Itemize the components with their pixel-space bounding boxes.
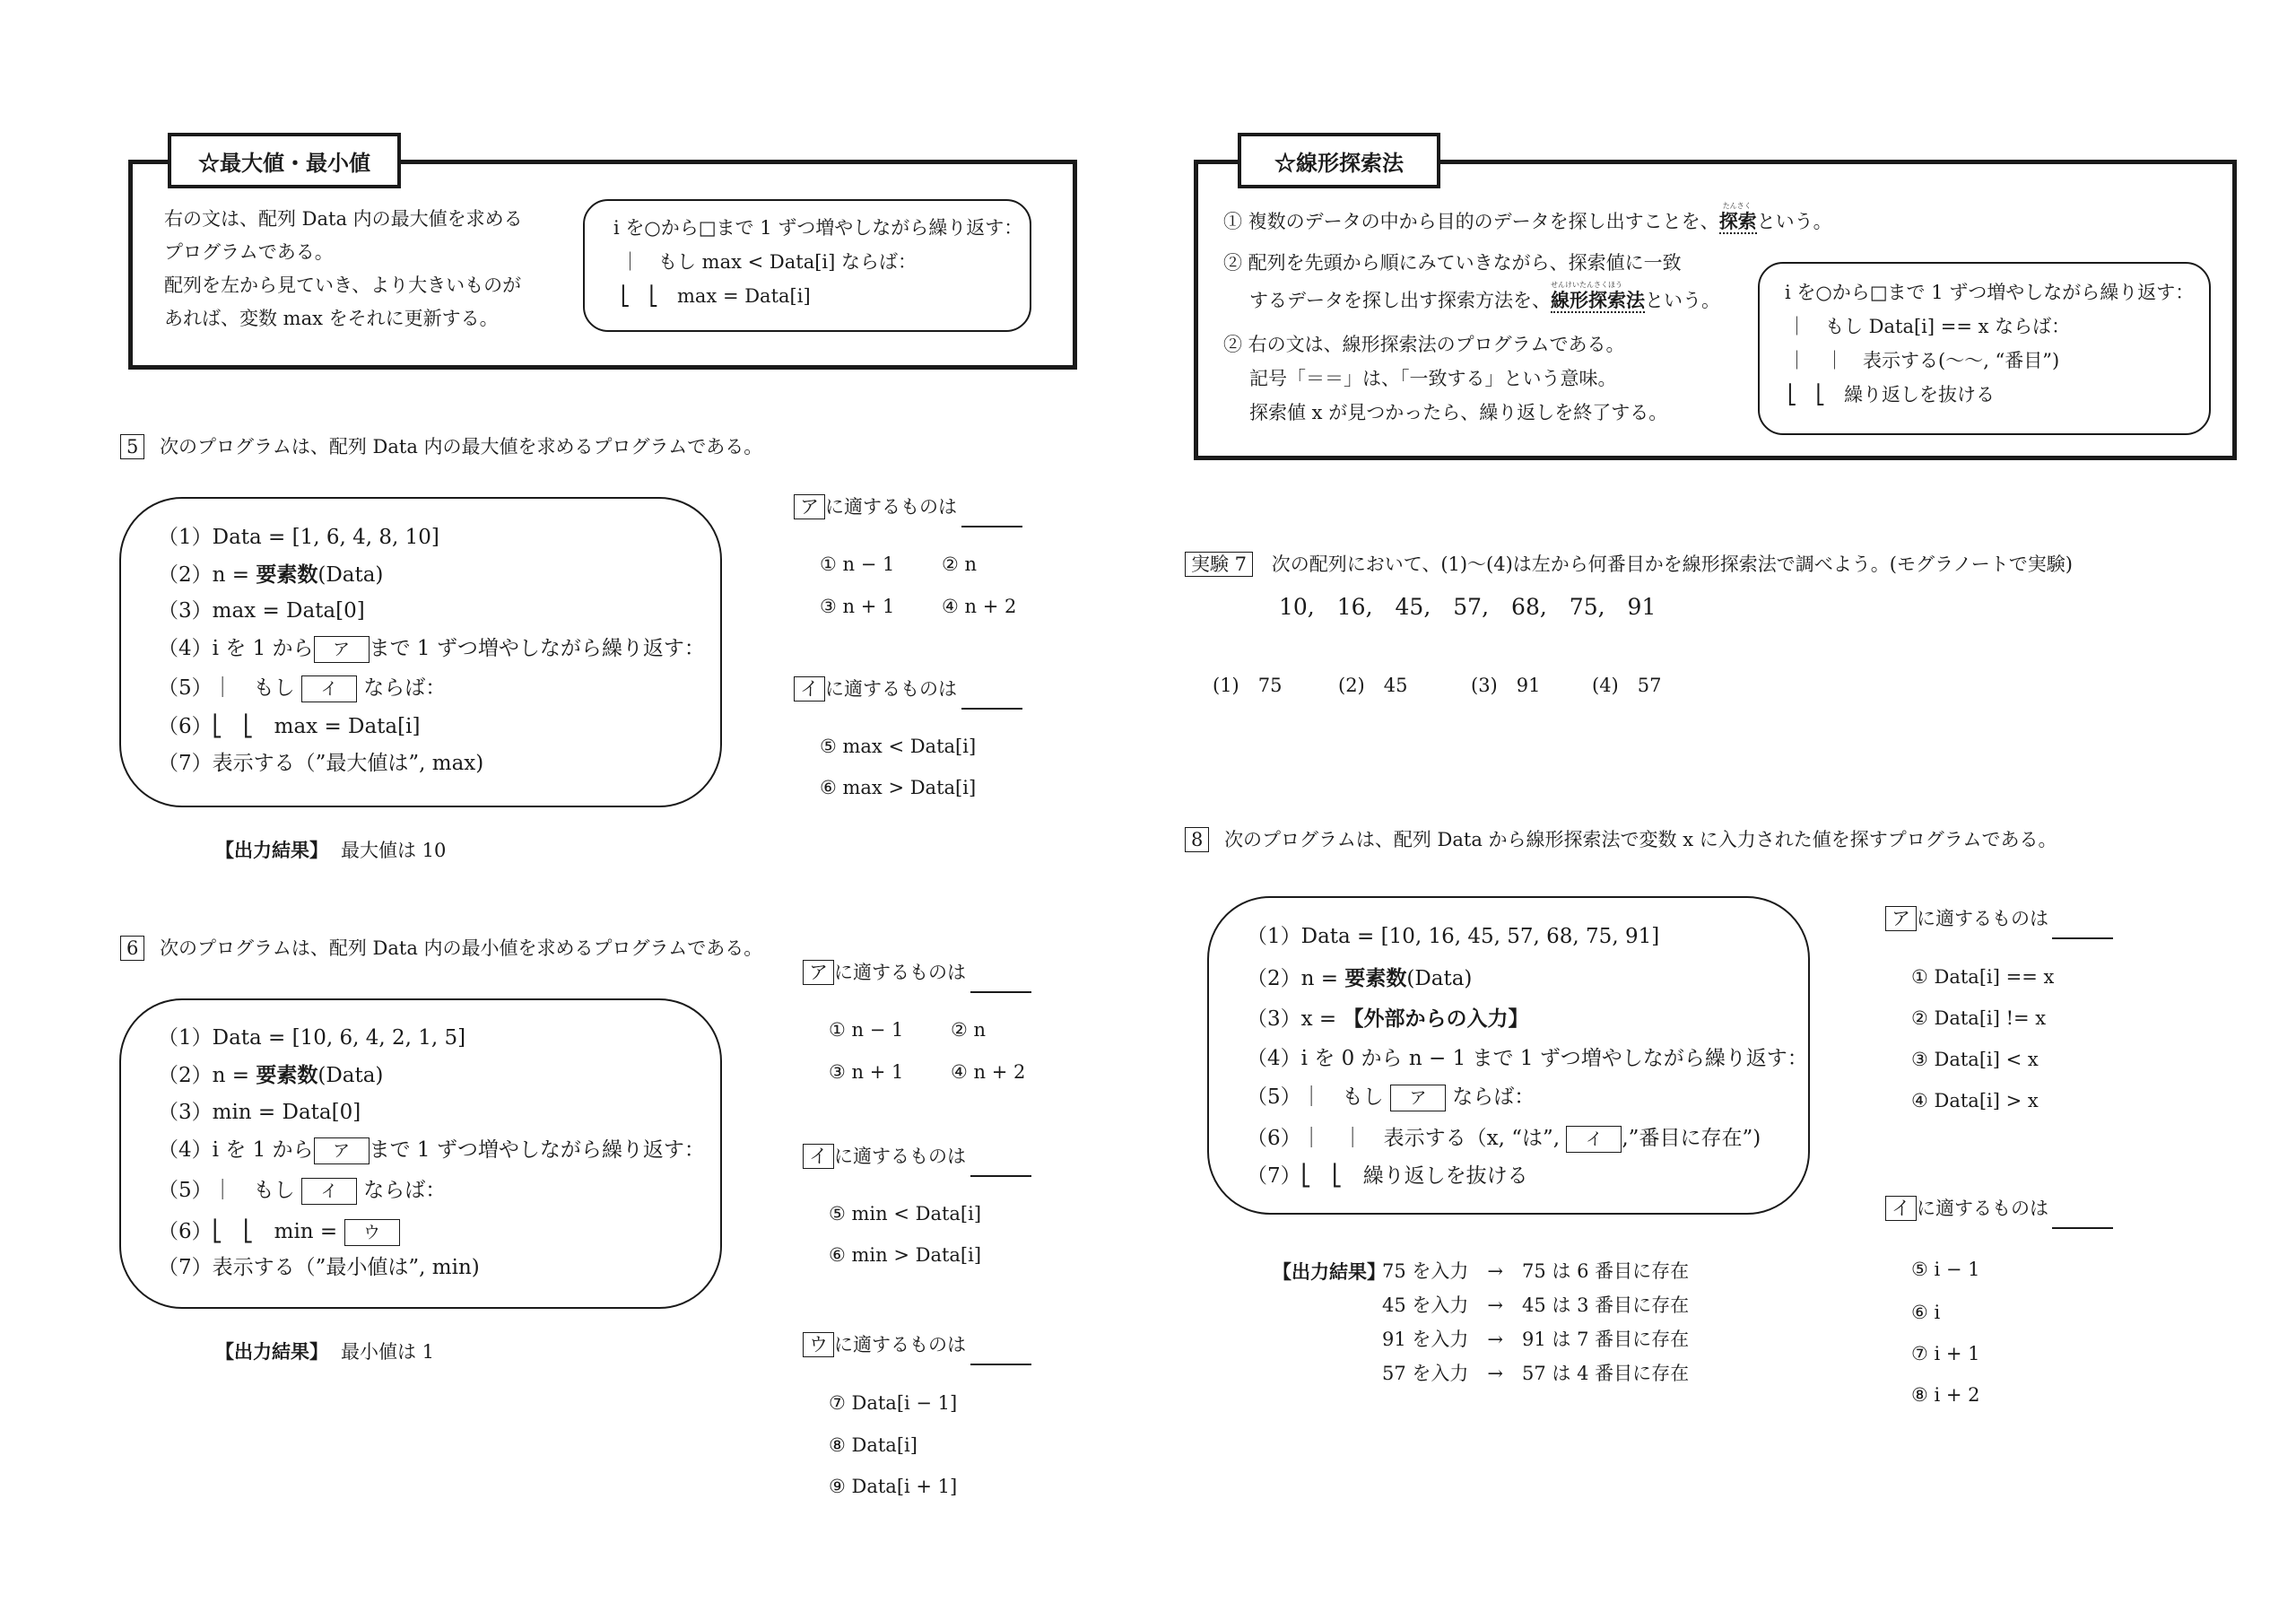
q8-result-2: 45 を入力 → 45 は 3 番目に存在 <box>1382 1294 1690 1316</box>
q8-line-1: （1）Data = [10, 16, 45, 57, 68, 75, 91] <box>1247 925 1660 948</box>
q6-c-opt-7[interactable]: ⑦ Data[i − 1] <box>829 1392 958 1414</box>
q6-c-opt-8[interactable]: ⑧ Data[i] <box>829 1434 918 1456</box>
q5-line-5: （5）｜ もし イ ならば： <box>158 675 446 702</box>
q6-line-3: （3）min = Data[0] <box>158 1101 361 1124</box>
q8-a-opt-1[interactable]: ① Data[i] == x <box>1911 966 2055 988</box>
q5-b-opt-5[interactable]: ⑤ max < Data[i] <box>820 736 977 757</box>
q5-result: 【出力結果】 最大値は 10 <box>215 839 447 861</box>
exp7-item-2[interactable]: (2) 45 <box>1338 675 1408 696</box>
linear-item-3a: ② 右の文は、線形探索法のプログラムである。 <box>1223 334 1625 355</box>
q8-result-label: 【出力結果】 <box>1273 1260 1386 1283</box>
q6-line-1: （1）Data = [10, 6, 4, 2, 1, 5] <box>158 1026 466 1050</box>
q8-choice-a-header: ア に適するものは <box>1885 906 2048 931</box>
q5-a-opt-3[interactable]: ③ n + 1 <box>820 596 895 617</box>
q6-number: 6 <box>120 936 144 961</box>
q6-a-opt-2[interactable]: ② n <box>951 1019 987 1041</box>
q8-result-1: 75 を入力 → 75 は 6 番目に存在 <box>1382 1260 1690 1282</box>
q8-line-2: （2）n = 要素数(Data) <box>1247 966 1473 990</box>
q5-answer-line-b[interactable] <box>961 708 1022 710</box>
q8-b-opt-7[interactable]: ⑦ i + 1 <box>1911 1343 1980 1364</box>
q5-blank-b[interactable]: イ <box>301 675 357 702</box>
exp7-text: 次の配列において、(1)〜(4)は左から何番目かを線形探索法で調べよう。(モグラノートで実験) <box>1271 553 2073 575</box>
q8-blank-b[interactable]: イ <box>1566 1126 1622 1153</box>
q5-b-opt-6[interactable]: ⑥ max > Data[i] <box>820 777 977 798</box>
q8-choice-b-header: イ に適するものは <box>1885 1196 2048 1221</box>
maxmin-code-1: i を○から□まで 1 ずつ増やしながら繰り返す： <box>613 217 1023 239</box>
maxmin-code-3: ⎣ ⎣ max = Data[i] <box>621 285 811 307</box>
q8-line-3: （3）x = 【外部からの入力】 <box>1247 1007 1529 1031</box>
q8-a-opt-2[interactable]: ② Data[i] != x <box>1911 1007 2047 1029</box>
q6-c-opt-9[interactable]: ⑨ Data[i + 1] <box>829 1476 958 1497</box>
q6-line-2: （2）n = 要素数(Data) <box>158 1063 384 1087</box>
maxmin-desc-1: 右の文は、配列 Data 内の最大値を求める <box>164 208 523 230</box>
q6-blank-a[interactable]: ア <box>314 1137 370 1164</box>
maxmin-panel-title: ☆最大値・最小値 <box>168 133 401 188</box>
maxmin-desc-2: プログラムである。 <box>164 241 334 263</box>
q5-line-6: （6）⎣ ⎣ max = Data[i] <box>158 715 421 738</box>
linear-code-1: i を○から□まで 1 ずつ増やしながら繰り返す： <box>1785 282 2195 303</box>
linear-code-2: ｜ もし Data[i] == x ならば： <box>1787 316 2071 337</box>
maxmin-desc-4: あれば、変数 max をそれに更新する。 <box>164 308 499 329</box>
q5-number: 5 <box>120 434 144 459</box>
q8-line-5: （5）｜ もし ア ならば： <box>1247 1085 1535 1111</box>
q5-a-opt-4[interactable]: ④ n + 2 <box>942 596 1017 617</box>
linear-item-3c: 探索値 x が見つかったら、繰り返しを終了する。 <box>1249 402 1668 423</box>
q6-answer-line-c[interactable] <box>970 1364 1031 1365</box>
q5-answer-line-a[interactable] <box>961 526 1022 527</box>
q6-choice-a-header: ア に適するものは <box>803 960 966 985</box>
exp7-item-3[interactable]: (3) 91 <box>1471 675 1541 696</box>
q5-choice-a-header: ア に適するものは <box>794 494 957 519</box>
q8-header <box>1185 827 2057 852</box>
q8-a-opt-3[interactable]: ③ Data[i] < x <box>1911 1049 2039 1070</box>
q8-blank-a[interactable]: ア <box>1390 1085 1446 1111</box>
exp7-header <box>1185 552 2073 577</box>
q5-line-4: （4）i を 1 から ア まで 1 ずつ増やしながら繰り返す： <box>158 636 705 663</box>
q5-a-opt-2[interactable]: ② n <box>942 553 978 575</box>
q6-header <box>120 936 762 961</box>
maxmin-code-2: ｜ もし max < Data[i] ならば： <box>621 251 917 273</box>
q5-header <box>120 434 762 459</box>
q8-text: 次のプログラムは、配列 Data から線形探索法で変数 x に入力された値を探すプログラムである。 <box>1224 829 2057 850</box>
q6-line-6: （6）⎣ ⎣ min = ウ <box>158 1219 400 1246</box>
q6-choice-b-header: イ に適するものは <box>803 1144 966 1169</box>
linear-item-2b: するデータを探し出す探索方法を、 せんけいたんさくほう 線形探索法という。 <box>1249 281 1720 311</box>
q6-text: 次のプログラムは、配列 Data 内の最小値を求めるプログラムである。 <box>160 937 763 959</box>
q6-answer-line-b[interactable] <box>970 1175 1031 1177</box>
q5-blank-a[interactable]: ア <box>314 636 370 663</box>
linear-search-panel-title: ☆線形探索法 <box>1238 133 1440 188</box>
q8-b-opt-5[interactable]: ⑤ i − 1 <box>1911 1259 1980 1280</box>
q5-text: 次のプログラムは、配列 Data 内の最大値を求めるプログラムである。 <box>160 436 763 458</box>
q8-answer-line-a[interactable] <box>2052 937 2113 939</box>
q6-a-opt-4[interactable]: ④ n + 2 <box>951 1061 1026 1083</box>
q6-answer-line-a[interactable] <box>970 991 1031 993</box>
maxmin-desc-3: 配列を左から見ていき、より大きいものが <box>164 275 522 296</box>
q6-choice-c-header: ウ に適するものは <box>803 1332 966 1357</box>
linear-code-4: ⎣ ⎣ 繰り返しを抜ける <box>1787 384 1995 405</box>
q5-line-7: （7）表示する（”最大値は”, max) <box>158 752 484 775</box>
q6-line-5: （5）｜ もし イ ならば： <box>158 1178 446 1205</box>
linear-item-2a: ② 配列を先頭から順にみていきながら、探索値に一致 <box>1223 252 1682 274</box>
q5-line-3: （3）max = Data[0] <box>158 599 365 623</box>
q8-b-opt-8[interactable]: ⑧ i + 2 <box>1911 1384 1980 1406</box>
q5-choice-b-header: イ に適するものは <box>794 676 957 702</box>
exp7-item-4[interactable]: (4) 57 <box>1592 675 1662 696</box>
q8-number: 8 <box>1185 827 1209 852</box>
linear-code-3: ｜ ｜ 表示する(〜〜, “番目”) <box>1787 350 2060 371</box>
q6-line-4: （4）i を 1 から ア まで 1 ずつ増やしながら繰り返す： <box>158 1137 705 1164</box>
exp7-array: 10, 16, 45, 57, 68, 75, 91 <box>1279 594 1657 620</box>
q8-line-7: （7）⎣ ⎣ 繰り返しを抜ける <box>1247 1164 1528 1188</box>
q6-b-opt-6[interactable]: ⑥ min > Data[i] <box>829 1244 982 1266</box>
q8-answer-line-b[interactable] <box>2052 1227 2113 1229</box>
q6-line-7: （7）表示する（”最小値は”, min) <box>158 1256 480 1279</box>
q6-blank-c[interactable]: ウ <box>344 1219 400 1246</box>
q8-result-4: 57 を入力 → 57 は 4 番目に存在 <box>1382 1363 1690 1384</box>
q5-a-opt-1[interactable]: ① n − 1 <box>820 553 895 575</box>
q8-line-6: （6）｜ ｜ 表示する（x, “は”, イ ,”番目に存在”) <box>1247 1126 1761 1153</box>
q5-line-2: （2）n = 要素数(Data) <box>158 562 384 587</box>
q8-a-opt-4[interactable]: ④ Data[i] > x <box>1911 1090 2039 1111</box>
q8-line-4: （4）i を 0 から n − 1 まで 1 ずつ増やしながら繰り返す： <box>1247 1047 1808 1070</box>
linear-item-3b: 記号「＝＝」は、「一致する」という意味。 <box>1249 368 1617 389</box>
q8-result-3: 91 を入力 → 91 は 7 番目に存在 <box>1382 1329 1690 1350</box>
linear-item-1: ① 複数のデータの中から目的のデータを探し出すことを、 たんさく 探索という。 <box>1223 202 1832 232</box>
q5-line-1: （1）Data = [1, 6, 4, 8, 10] <box>158 526 439 549</box>
q6-result: 【出力結果】 最小値は 1 <box>215 1340 435 1363</box>
q6-blank-b[interactable]: イ <box>301 1178 357 1205</box>
q6-a-opt-3[interactable]: ③ n + 1 <box>829 1061 904 1083</box>
q6-a-opt-1[interactable]: ① n − 1 <box>829 1019 904 1041</box>
q8-b-opt-6[interactable]: ⑥ i <box>1911 1302 1941 1323</box>
q6-b-opt-5[interactable]: ⑤ min < Data[i] <box>829 1203 982 1224</box>
exp7-tag: 実験 7 <box>1185 552 1253 577</box>
exp7-item-1[interactable]: (1) 75 <box>1213 675 1283 696</box>
